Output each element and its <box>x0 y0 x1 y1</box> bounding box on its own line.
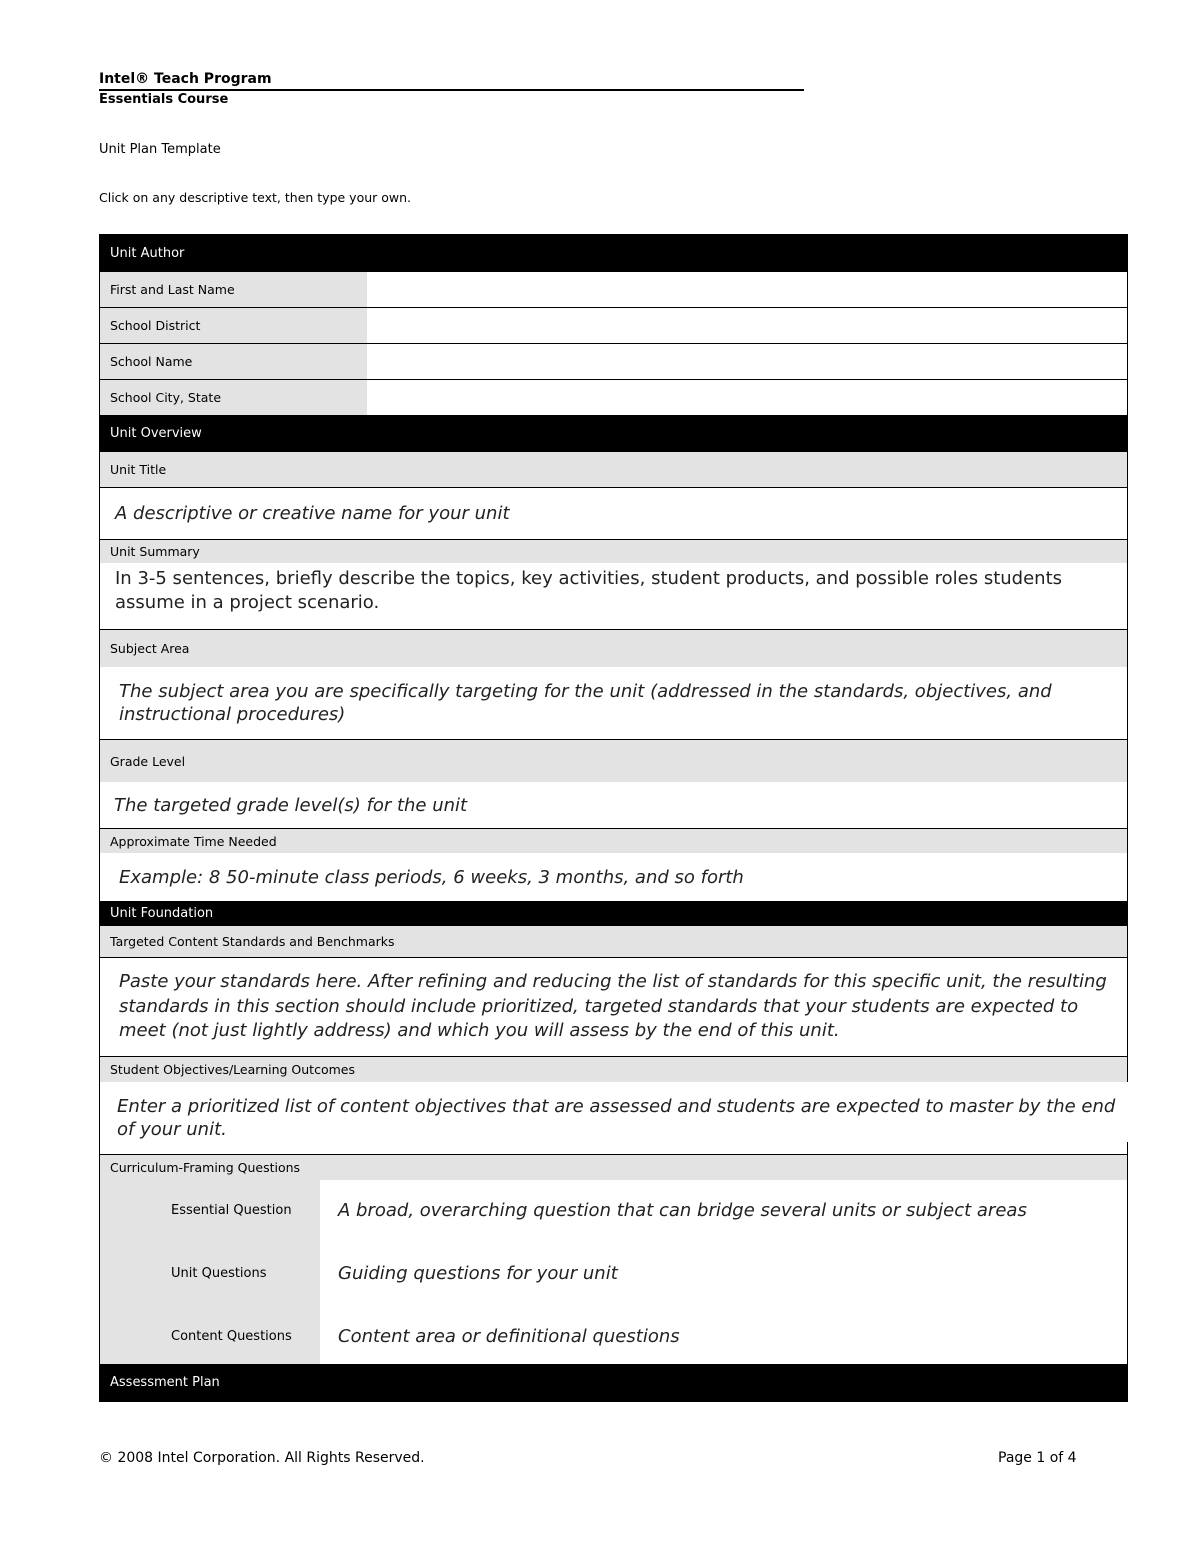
input-school-name[interactable] <box>367 344 1128 379</box>
section-unit-author: Unit Author <box>99 234 1128 272</box>
section-unit-overview: Unit Overview <box>99 415 1128 452</box>
label-curriculum-framing-questions: Curriculum-Framing Questions <box>99 1155 1128 1180</box>
section-assessment-plan: Assessment Plan <box>99 1364 1128 1401</box>
label-first-last-name: First and Last Name <box>99 272 367 307</box>
program-name: Intel® Teach Program <box>99 71 272 87</box>
label-student-objectives: Student Objectives/Learning Outcomes <box>99 1057 1128 1082</box>
input-subject-area[interactable]: The subject area you are specifically targeting for the unit (addressed in the standards, objectives, and instructional procedures) <box>99 667 1128 739</box>
course-name: Essentials Course <box>99 92 229 107</box>
label-school-city-state: School City, State <box>99 380 367 415</box>
footer-copyright: © 2008 Intel Corporation. All Rights Reserved. <box>99 1450 425 1466</box>
label-school-district: School District <box>99 308 367 343</box>
input-grade-level[interactable]: The targeted grade level(s) for the unit <box>99 782 1128 828</box>
content-questions-row <box>99 1306 1128 1366</box>
input-content-standards[interactable]: Paste your standards here. After refining and reducing the list of standards for this specific unit, the resulting standards in this section should include prioritized, targeted standards that your students are expected to meet (not just lightly address) and which you will assess by the end of this unit. <box>99 958 1128 1056</box>
input-unit-questions[interactable]: Guiding questions for your unit <box>338 1262 618 1284</box>
field-row-school <box>99 344 1128 379</box>
input-essential-question[interactable]: A broad, overarching question that can bridge several units or subject areas <box>338 1199 1027 1221</box>
essential-question-row <box>99 1180 1128 1240</box>
input-content-questions[interactable]: Content area or definitional questions <box>338 1325 680 1347</box>
template-title: Unit Plan Template <box>99 142 221 157</box>
curriculum-framing-grid <box>99 1180 1128 1364</box>
section-unit-foundation: Unit Foundation <box>99 901 1128 926</box>
label-content-questions: Content Questions <box>171 1328 292 1344</box>
label-subject-area: Subject Area <box>99 630 1128 667</box>
input-unit-title[interactable]: A descriptive or creative name for your unit <box>99 488 1128 539</box>
input-first-last-name[interactable] <box>367 272 1128 307</box>
label-unit-questions: Unit Questions <box>171 1265 267 1281</box>
input-school-district[interactable] <box>367 308 1128 343</box>
input-student-objectives[interactable]: Enter a prioritized list of content objectives that are assessed and students are expected to master by the end of your unit. <box>99 1082 1128 1154</box>
field-row-name <box>99 272 1128 307</box>
label-grade-level: Grade Level <box>99 740 1128 782</box>
document-header <box>99 70 804 109</box>
field-row-district <box>99 308 1128 343</box>
divider <box>99 1401 1128 1402</box>
right-border <box>1127 234 1128 1082</box>
instructions-text: Click on any descriptive text, then type your own. <box>99 190 412 205</box>
footer-page-number: Page 1 of 4 <box>998 1450 1077 1466</box>
unit-questions-row <box>99 1243 1128 1303</box>
header-rule <box>99 89 804 91</box>
label-approximate-time: Approximate Time Needed <box>99 829 1128 853</box>
right-border <box>1127 1142 1128 1402</box>
input-approximate-time[interactable]: Example: 8 50-minute class periods, 6 weeks, 3 months, and so forth <box>99 853 1128 901</box>
label-essential-question: Essential Question <box>171 1202 292 1218</box>
left-border <box>99 234 100 1402</box>
label-unit-summary: Unit Summary <box>99 540 1128 563</box>
field-row-city-state <box>99 380 1128 415</box>
label-unit-title: Unit Title <box>99 452 1128 487</box>
input-unit-summary[interactable]: In 3-5 sentences, briefly describe the topics, key activities, student products, and possible roles students assume in a project scenario. <box>99 567 1128 629</box>
input-school-city-state[interactable] <box>367 380 1128 415</box>
label-school-name: School Name <box>99 344 367 379</box>
label-content-standards: Targeted Content Standards and Benchmarks <box>99 926 1128 957</box>
